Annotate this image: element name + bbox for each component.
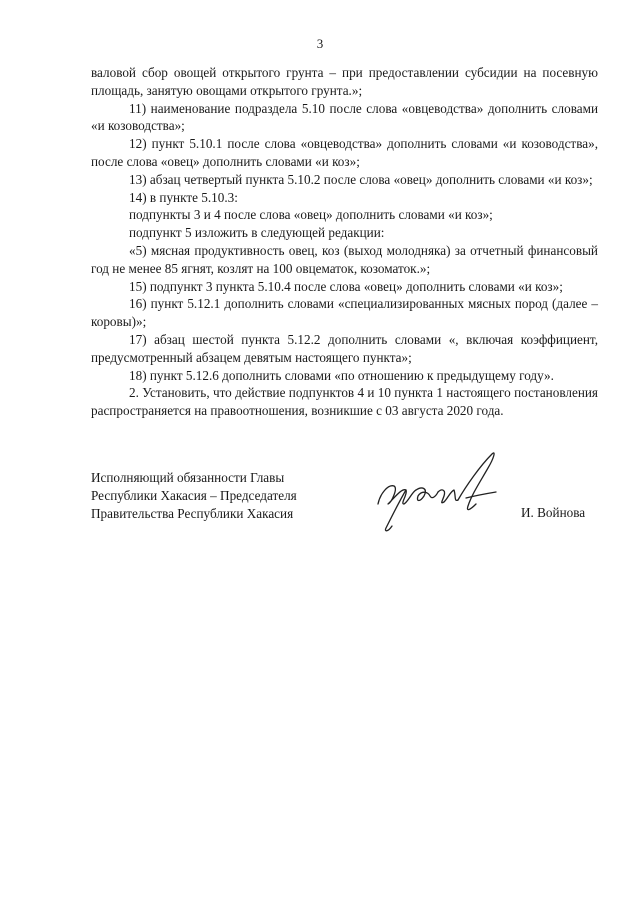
paragraph: 14) в пункте 5.10.3: [129, 189, 238, 205]
paragraph: 16) пункт 5.12.1 дополнить словами «специализированных мясных пород (далее – коровы)»; [91, 296, 598, 330]
handwritten-signature [370, 446, 510, 536]
paragraph: подпункты 3 и 4 после слова «овец» дополнить словами «и коз»; [129, 207, 493, 223]
paragraph: «5) мясная продуктивность овец, коз (выход молодняка) за отчетный финансовый год не менее 85 ягнят, козлят на 100 овцематок, козоматок.»; [91, 242, 598, 276]
signatory-name: И. Войнова [521, 505, 586, 520]
paragraph: 2. Установить, что действие подпунктов 4 и 10 пункта 1 настоящего постановления распространяется на правоотношения, возникшие с 03 августа 2020 года. [91, 385, 598, 419]
paragraph: валовой сбор овощей открытого грунта – при предоставлении субсидии на посевную площадь, занятую овощами открытого грунта.»; [91, 65, 598, 98]
paragraph: 13) абзац четвертый пункта 5.10.2 после слова «овец» дополнить словами «и коз»; [129, 171, 593, 187]
paragraph: 18) пункт 5.12.6 дополнить словами «по отношению к предыдущему году». [129, 367, 554, 383]
paragraph: 17) абзац шестой пункта 5.12.2 дополнить словами «, включая коэффициент, предусмотренный абзацем девятым настоящего пункта»; [91, 331, 598, 365]
signatory-position [91, 469, 321, 522]
signatory-position-line: Республики Хакасия – Председателя [91, 487, 297, 503]
document-body [91, 64, 598, 420]
paragraph: 12) пункт 5.10.1 после слова «овцеводства» дополнить словами «и козоводства», после слова «овец» дополнить словами «и коз»; [91, 136, 598, 169]
page-number: 3 [316, 36, 324, 51]
signatory-position-line: Исполняющий обязанности Главы [91, 470, 285, 485]
paragraph: 11) наименование подраздела 5.10 после слова «овцеводства» дополнить словами «и козоводства»; [91, 100, 598, 134]
paragraph: 15) подпункт 3 пункта 5.10.4 после слова «овец» дополнить словами «и коз»; [129, 278, 563, 294]
signatory-position-line: Правительства Республики Хакасия [91, 505, 294, 521]
paragraph: подпункт 5 изложить в следующей редакции: [129, 225, 385, 241]
